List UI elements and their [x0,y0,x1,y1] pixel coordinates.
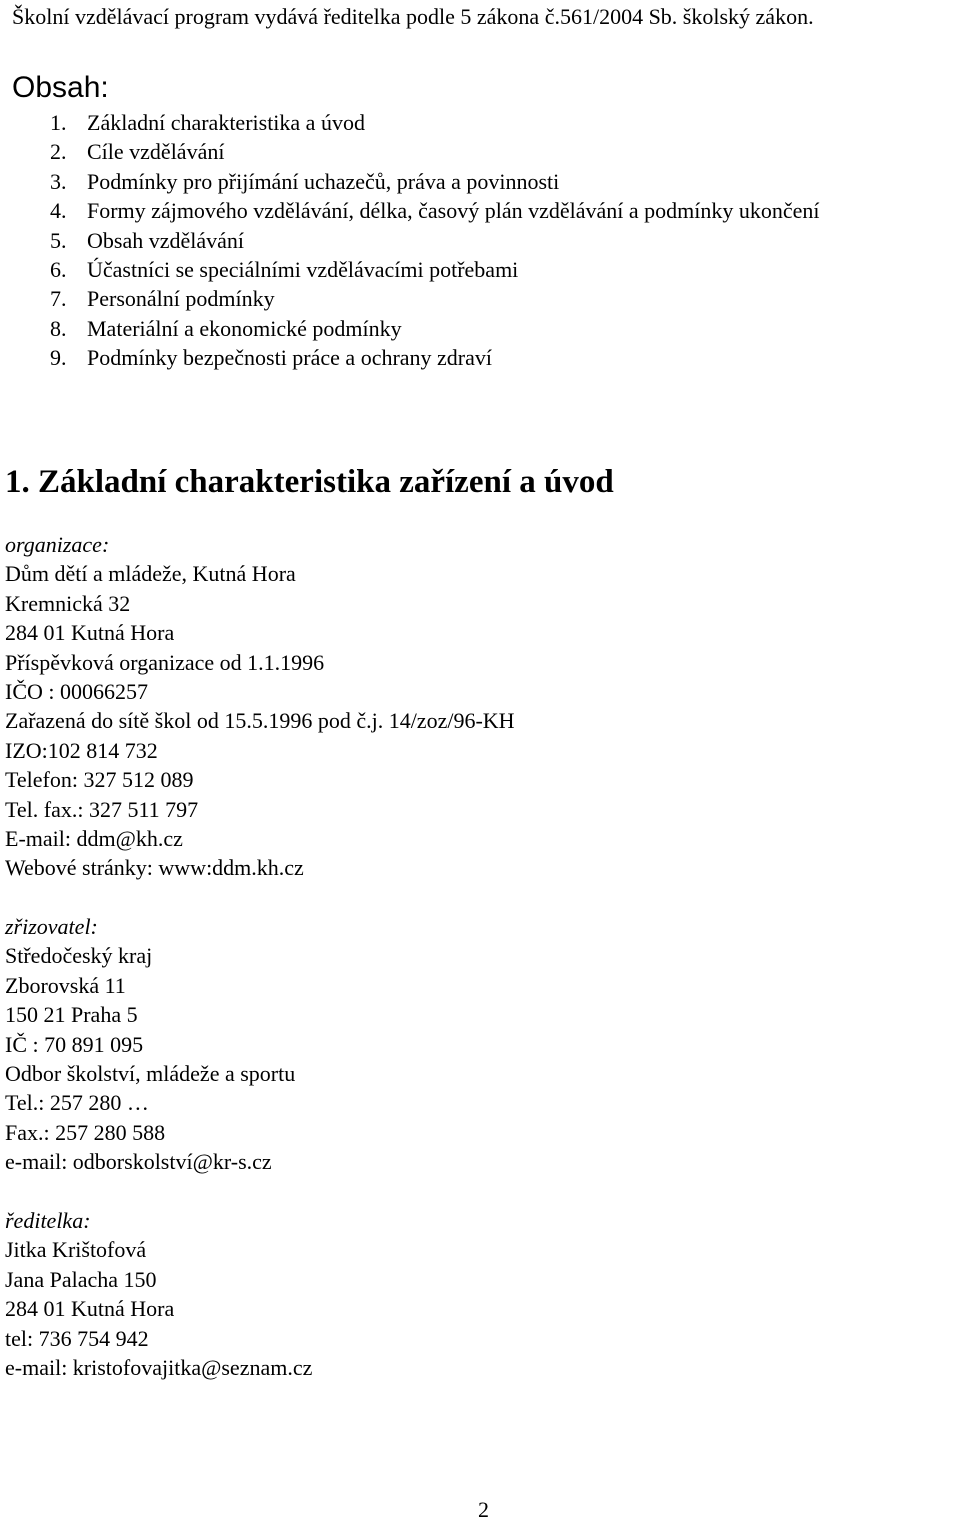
toc-item-number: 4. [50,198,67,224]
organization-fax: Tel. fax.: 327 511 797 [5,796,199,822]
toc-item-number: 3. [50,168,67,194]
director-street: Jana Palacha 150 [5,1266,157,1292]
toc-item [50,284,820,313]
toc-item-label: Formy zájmového vzdělávání, délka, časový plán vzdělávání a podmínky ukončení [87,198,820,224]
page-number: 2 [478,1497,489,1522]
founder-email: e-mail: odborskolství@kr-s.cz [5,1149,272,1175]
organization-label: organizace: [5,532,110,557]
toc-item [50,343,820,372]
organization-ico: IČO : 00066257 [5,679,148,705]
section-heading: 1. Základní charakteristika zařízení a úvod [5,464,614,500]
organization-street: Kremnická 32 [5,590,131,616]
toc-item-label: Základní charakteristika a úvod [87,110,365,135]
toc-item [50,255,820,284]
organization-registration: Zařazená do sítě škol od 15.5.1996 pod č.j. 14/zoz/96-KH [5,708,515,734]
director-phone: tel: 736 754 942 [5,1325,149,1351]
founder-block [5,912,295,1177]
director-block [5,1206,312,1382]
organization-name: Dům dětí a mládeže, Kutná Hora [5,561,296,587]
founder-ic: IČ : 70 891 095 [5,1031,144,1057]
toc-item-label: Obsah vzdělávání [87,227,244,253]
intro-text: Školní vzdělávací program vydává ředitelka podle 5 zákona č.561/2004 Sb. školský zákon. [12,4,814,29]
founder-phone: Tel.: 257 280 … [5,1090,149,1116]
founder-city: 150 21 Praha 5 [5,1002,138,1028]
organization-website: Webové stránky: www:ddm.kh.cz [5,855,304,881]
toc-item [50,108,820,137]
toc-item-number: 1. [50,110,67,135]
toc-item [50,196,820,225]
toc-item-label: Cíle vzdělávání [87,139,225,165]
table-of-contents [50,108,820,373]
toc-item-number: 6. [50,257,67,283]
organization-block [5,530,515,883]
director-email: e-mail: kristofovajitka@seznam.cz [5,1355,313,1381]
toc-item [50,314,820,343]
toc-item-number: 7. [50,286,67,312]
director-label: ředitelka: [5,1208,91,1233]
toc-item-number: 5. [50,227,67,253]
toc-item-number: 9. [50,345,67,371]
organization-email: E-mail: ddm@kh.cz [5,826,183,852]
toc-item-label: Účastníci se speciálními vzdělávacími potřebami [87,257,519,283]
toc-heading: Obsah: [12,71,109,104]
toc-item-label: Materiální a ekonomické podmínky [87,315,402,341]
founder-department: Odbor školství, mládeže a sportu [5,1061,296,1087]
toc-item-label: Podmínky bezpečnosti práce a ochrany zdraví [87,345,493,371]
director-name: Jitka Krištofová [5,1237,147,1263]
founder-label: zřizovatel: [5,914,98,939]
toc-item-label: Podmínky pro přijímání uchazečů, práva a povinnosti [87,168,560,194]
toc-item [50,226,820,255]
founder-name: Středočeský kraj [5,943,153,969]
organization-type: Příspěvková organizace od 1.1.1996 [5,649,325,675]
toc-item [50,137,820,166]
toc-item-number: 8. [50,315,67,341]
director-city: 284 01 Kutná Hora [5,1296,175,1322]
toc-item-number: 2. [50,139,67,165]
organization-izo: IZO:102 814 732 [5,737,158,763]
founder-street: Zborovská 11 [5,972,126,998]
toc-item [50,167,820,196]
toc-item-label: Personální podmínky [87,286,275,312]
founder-fax: Fax.: 257 280 588 [5,1119,166,1145]
organization-city: 284 01 Kutná Hora [5,620,175,646]
organization-phone: Telefon: 327 512 089 [5,767,194,793]
